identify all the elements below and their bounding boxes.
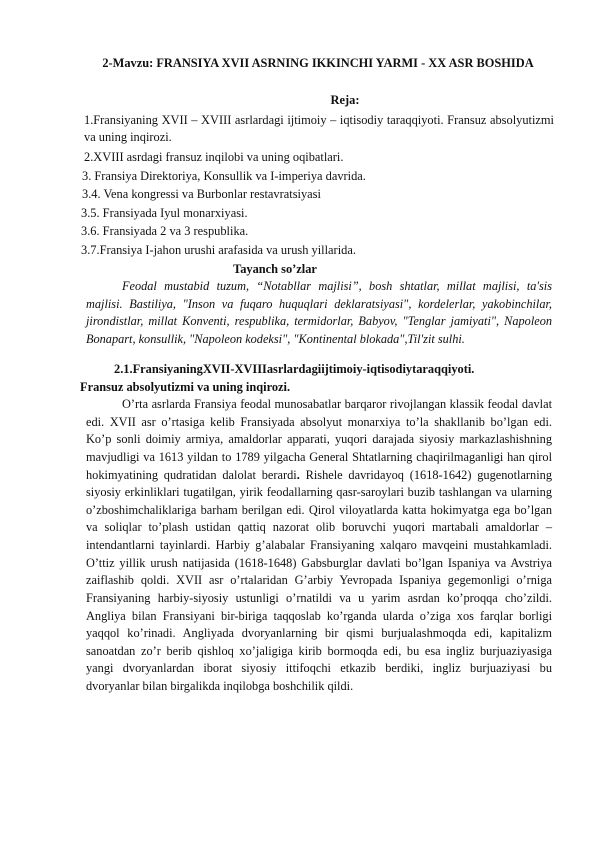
body-text-part-1: O’rta asrlarda Fransiya feodal munosabatlar barqaror rivojlangan klassik feodal davlat edi. XVII asr o’rtasiga kelib Fransiyada absolyut monarxiya to’la shakllanib bo’lgan edi. Ko’p sonli doimiy armiya, amaldorlar apparati, yuqori darajada siyosiy markazlashishning mavjudligi va 1613 yildan to 1789 yilgacha General Shtatlarning chaqirilmaganligi han qirol hokimyatining qudratidan dalolat berardi: [86, 397, 552, 482]
page-title: 2-Mavzu: FRANSIYA XVII ASRNING IKKINCHI YARMI - XX ASR BOSHIDA: [102, 56, 534, 70]
plan-item-2: 2.XVIII asrdagi fransuz inqilobi va uning oqibatlari.: [84, 150, 344, 164]
plan-item-1: 1.Fransiyaning XVII – XVIII asrlardagi ijtimoiy – iqtisodiy taraqqiyoti. Fransuz absolyutizmi va uning inqirozi.: [84, 113, 554, 144]
plan-item-3: 3. Fransiya Direktoriya, Konsullik va I-imperiya davrida.: [82, 169, 366, 183]
section-heading: [80, 361, 560, 396]
section-heading-line-2: Fransuz absolyutizmi va uning inqirozi.: [80, 379, 291, 394]
plan-item-4: 3.4. Vena kongressi va Burbonlar restavratsiyasi: [82, 187, 321, 201]
plan-item-6: 3.6. Fransiyada 2 va 3 respublika.: [81, 224, 249, 238]
body-bold-period: .: [296, 467, 300, 482]
plan-heading: Reja:: [330, 93, 360, 107]
keywords-heading: Tayanch so’zlar: [233, 262, 317, 276]
plan-item-7: 3.7.Fransiya I-jahon urushi arafasida va urush yillarida.: [81, 243, 356, 257]
plan-item-5: 3.5. Fransiyada Iyul monarxiyasi.: [81, 206, 248, 220]
section-heading-line-1: 2.1.FransiyaningXVII-XVIIIasrlardagiijtimoiy-iqtisodiytaraqqiyoti.: [114, 362, 475, 376]
body-text-part-2: Rishele davridayoq (1618-1642) gugenotlarning siyosiy erkinliklari tugatilgan, yirik feodallarning qasr-saroylari buzib tashlangan va ularning o’zboshimchaliklariga barham berilgan edi. Qirol viloyatlarda katta hokimyatga ega bo’lgan va soliqlar to’plash ustidan qattiq nazorat olib boruvchi yuqori martabali amaldorlar – intendantlarni tayinlardi. Harbiy g’alabalar Fransiyaning xalqaro mavqeini mustahkamladi. O’ttiz yillik urush natijasida (1618-1648) Gabsburglar davlati bo’lgan Ispaniya va Avstriya zaiflashib qoldi. XVII asr o’rtalaridan G’arbiy Yevropada Ispaniya gegemonligi o’rniga Fransiyaning harbiy-siyosiy ustunligi o’rnatildi va u yarim asrdan ko’proqqa cho’zildi. Angliya bilan Fransiyani bir-biriga taqqoslab ko’rganda ularda o’ziga xos farqlar borligi yaqqol ko’rinadi. Angliyada dvoryanlarning bir qismi burjualashmoqda edi, kapitalizm sanoatdan zo’r berib qishloq xo’jaligiga kirib bormoqda edi, bu esa ingliz burjuaziyasiga yangi dvoryanlardan iborat siyosiy ittifoqchi etkazib berdiki, ingliz burjuaziyasi bu dvoryanlar bilan birgalikda inqilobga boshchilik qildi.: [86, 467, 552, 693]
section-body-paragraph: [86, 396, 552, 696]
keywords-paragraph: Feodal mustabid tuzum, “Notabllar majlisi”, bosh shtatlar, millat majlisi, ta'sis majlisi. Bastiliya, "Inson va fuqaro huquqlari deklaratsiyasi", kordelerlar, yakobinchilar, jirondistlar, millat Konventi, respublika, termidorlar, Babyov, "Tenglar jamiyati", Napoleon Bonapart, konsullik, "Napoleon kodeksi", "Kontinental blokada",Til'zit sulhi.: [86, 279, 552, 346]
